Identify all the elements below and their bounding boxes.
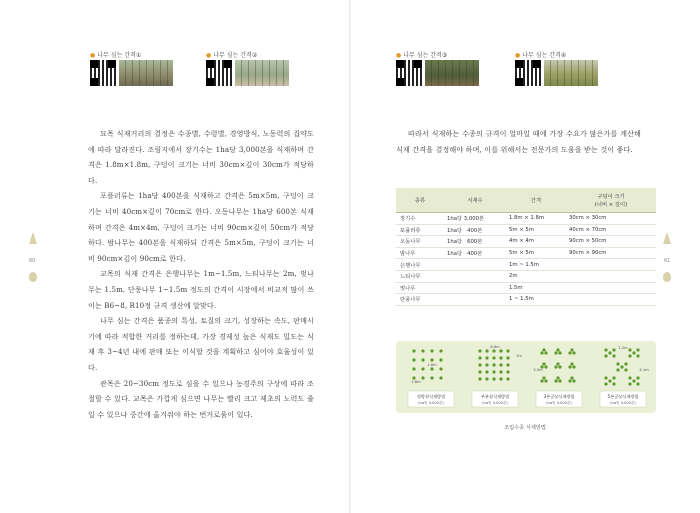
table-cell: 오동나무 — [396, 236, 444, 248]
tree-dot — [604, 382, 607, 385]
tree-dot — [412, 349, 415, 352]
tree-dot — [542, 348, 545, 351]
qr-label-3: ● 나무 심는 간격③ — [396, 52, 448, 59]
method-name-label: 5본군상식재방법 — [607, 394, 639, 399]
paragraph: 나무 심는 간격은 품종의 특성, 토질의 크기, 성장하는 속도, 판매시기에 따라 적합한 거리를 정하는데, 가장 경제성 높은 식재도 밀도는 식재 후 3~4년 내에 판매 또는 이식할 것을 계획하고 심어야 효율성이 있다. — [88, 316, 314, 372]
tree-dot — [620, 365, 623, 368]
tree-dot — [506, 363, 509, 366]
diagram-svg — [396, 341, 656, 413]
table-cell: 1ha당 3,000본 — [444, 213, 506, 225]
tree-dot — [492, 363, 495, 366]
tree-decoration-icon — [663, 272, 671, 282]
tree-dot — [612, 382, 615, 385]
qr-code-icon[interactable] — [396, 60, 422, 86]
tree-dot — [478, 349, 481, 352]
method-name-label: 정방형식재방법 — [416, 394, 446, 399]
tree-dot — [412, 367, 415, 370]
table-cell — [566, 294, 656, 306]
tree-dot — [632, 379, 635, 382]
table-cell — [444, 294, 506, 306]
tree-dot — [412, 358, 415, 361]
table-cell: 40cm × 70cm — [566, 224, 656, 236]
table-cell: 은행나무 — [396, 259, 444, 271]
method-name-label: 3본군상식재방법 — [543, 394, 575, 399]
tree-dot — [558, 365, 561, 368]
table-row — [396, 213, 656, 225]
tree-dot — [499, 349, 502, 352]
table-row — [396, 294, 656, 306]
method-name-label: 부분형식재방법 — [480, 394, 510, 399]
tree-dot — [570, 362, 573, 365]
table-cell: 30cm × 30cm — [566, 213, 656, 225]
tree-dot — [570, 348, 573, 351]
tree-dot — [628, 382, 631, 385]
tree-dot — [628, 354, 631, 357]
method-sub-label: (ha당 3,000본) — [546, 401, 572, 405]
tree-dot — [544, 351, 547, 354]
tree-dot — [572, 365, 575, 368]
table-cell: 밤나무 — [396, 247, 444, 259]
tree-dot — [542, 362, 545, 365]
tree-dot — [604, 348, 607, 351]
tree-dot — [616, 362, 619, 365]
tree-dot — [568, 379, 571, 382]
tree-dot — [485, 363, 488, 366]
tree-dot — [636, 376, 639, 379]
tree-dot — [612, 354, 615, 357]
table-cell: 1.8m × 1.8m — [506, 213, 566, 225]
tree-dot — [544, 379, 547, 382]
tree-dot — [506, 349, 509, 352]
table-row — [396, 259, 656, 271]
qr-label-2: ● 나무 심는 간격② — [206, 52, 258, 59]
paragraph: 묘목 식재거리의 결정은 수종별, 수령별, 경영방식, 노동력의 집약도에 따라 달라진다. 조림지에서 장기수는 1ha당 3,000본을 식재하며 간격은 1.8m×1.8m, 구덩이 크기는 너비 30cm×깊이 30cm가 적당하다. — [88, 129, 314, 185]
table-cell: 1ha당 400본 — [444, 247, 506, 259]
tree-dot — [542, 376, 545, 379]
table-cell: 5m × 5m — [506, 247, 566, 259]
tree-dot — [485, 356, 488, 359]
tree-dot — [485, 370, 488, 373]
dimension-label: 3.3m — [533, 368, 543, 372]
tree-dot — [492, 349, 495, 352]
table-cell: 2m — [506, 270, 566, 282]
tree-dot — [556, 362, 559, 365]
table-cell: 단풍나무 — [396, 294, 444, 306]
table-cell — [444, 259, 506, 271]
tree-dot — [499, 356, 502, 359]
table-row — [396, 247, 656, 259]
table-header: 식재수 — [444, 188, 506, 213]
paragraph: 포플러류는 1ha당 400본을 식재하고 간격은 5m×5m, 구덩이 크기는 너비 40cm×깊이 70cm로 한다. 오동나무는 1ha당 600본 식재하며 간격은 4m×4m, 구덩이 크기는 너비 90cm×깊이 50cm가 적당하다. 밤나무는 400본을 식재하되 간격은 5m×5m, 구덩이 크기는 너비 90cm×깊이 90cm로 한다. — [88, 191, 314, 263]
right-page — [350, 0, 700, 513]
table-cell: 1ha당 400본 — [444, 224, 506, 236]
table-row — [396, 282, 656, 294]
tree-dot — [540, 351, 543, 354]
tree-dot — [421, 367, 424, 370]
dimension-label: 1.8m — [411, 380, 421, 384]
dimension-label: 6.6m — [490, 345, 500, 349]
tree-dot — [628, 348, 631, 351]
table-cell — [566, 282, 656, 294]
tree-dot — [628, 376, 631, 379]
tree-dot — [608, 351, 611, 354]
tree-dot — [554, 365, 557, 368]
table-header: 구덩이 크기 (너비 × 깊이) — [566, 188, 656, 213]
tree-dot — [568, 365, 571, 368]
tree-dot — [430, 376, 433, 379]
video-thumbnail[interactable] — [544, 60, 598, 86]
table-cell: 벚나무 — [396, 282, 444, 294]
qr-code-icon[interactable] — [206, 60, 232, 86]
tree-dot — [568, 351, 571, 354]
table-cell: 1.5m — [506, 282, 566, 294]
table-row — [396, 236, 656, 248]
tree-dot — [608, 379, 611, 382]
dimension-label: 4.1m — [639, 368, 649, 372]
table-row — [396, 224, 656, 236]
figure-caption: 조림수종 식재방법 — [504, 425, 546, 431]
paragraph: 관목은 20~30cm 정도로 심을 수 있으나 농경주의 구상에 따라 조절할 수 있다. 교목은 가깝게 심으면 나무는 빨리 크고 제초의 노력도 줄일 수 있으나 중간에 옮겨줘야 하는 번거로움이 있다. — [88, 378, 314, 419]
table-cell: 90cm × 50cm — [566, 236, 656, 248]
tree-dot — [624, 368, 627, 371]
dimension-label: 1m — [516, 354, 522, 358]
table-cell: 포플러류 — [396, 224, 444, 236]
table-cell — [566, 259, 656, 271]
qr-code-icon[interactable] — [90, 60, 116, 86]
tree-dot — [624, 362, 627, 365]
tree-dot — [478, 356, 481, 359]
tree-dot — [558, 379, 561, 382]
tree-dot — [636, 382, 639, 385]
tree-dot — [421, 349, 424, 352]
tree-dot — [485, 349, 488, 352]
tree-dot — [636, 348, 639, 351]
page-number: 60 — [29, 258, 36, 264]
video-thumbnail[interactable] — [235, 60, 289, 86]
tree-dot — [499, 377, 502, 380]
tree-dot — [492, 370, 495, 373]
tree-dot — [604, 376, 607, 379]
tree-dot — [506, 370, 509, 373]
tree-dot — [499, 370, 502, 373]
tree-dot — [506, 356, 509, 359]
tree-dot — [430, 367, 433, 370]
tree-decoration-icon — [29, 232, 37, 244]
tree-dot — [636, 354, 639, 357]
tree-dot — [554, 379, 557, 382]
table-cell: 1m ~ 1.5m — [506, 259, 566, 271]
dimension-label: 1.2m — [618, 346, 628, 350]
tree-dot — [506, 377, 509, 380]
body-text — [88, 126, 314, 422]
table-cell: 느티나무 — [396, 270, 444, 282]
tree-dot — [544, 365, 547, 368]
qr-label-4: ● 나무 심는 간격④ — [515, 52, 567, 59]
tree-dot — [572, 351, 575, 354]
table-row — [396, 270, 656, 282]
tree-dot — [558, 351, 561, 354]
method-sub-label: (ha당 3,000본) — [482, 401, 508, 405]
qr-code-icon[interactable] — [515, 60, 541, 86]
paragraph: 따라서 식재하는 수종의 규격이 얼마일 때에 가장 수요가 많은가를 계산해 식재 간격을 결정해야 하며, 이를 위해서는 전문가의 도움을 받는 것이 좋다. — [396, 129, 641, 154]
tree-dot — [612, 348, 615, 351]
table-header-row — [396, 188, 656, 213]
table-header: 간격 — [506, 188, 566, 213]
tree-decoration-icon — [29, 272, 37, 282]
page-number: 61 — [664, 258, 671, 264]
tree-dot — [556, 376, 559, 379]
table-cell — [444, 282, 506, 294]
table-cell — [444, 270, 506, 282]
tree-dot — [430, 349, 433, 352]
table-cell: 1 ~ 1.5m — [506, 294, 566, 306]
method-sub-label: (ha당 3,000본) — [610, 401, 636, 405]
tree-dot — [632, 351, 635, 354]
table-cell: 5m × 5m — [506, 224, 566, 236]
planting-method-diagram — [396, 341, 656, 413]
video-thumbnail[interactable] — [119, 60, 173, 86]
tree-dot — [478, 363, 481, 366]
method-sub-label: (ha당 3,000본) — [418, 401, 444, 405]
tree-dot — [540, 379, 543, 382]
tree-dot — [556, 348, 559, 351]
tree-dot — [485, 377, 488, 380]
tree-dot — [499, 363, 502, 366]
qr-label-1: ● 나무 심는 간격① — [90, 52, 142, 59]
paragraph: 교목의 식재 간격은 은행나무는 1m~1.5m, 느티나무는 2m, 벚나무는 1.5m, 단풍나무 1~1.5m 정도의 간격이 시장에서 비교적 많이 쓰이는 B6~8, R10정 규격 생산에 알맞다. — [88, 269, 314, 310]
table-cell: 90cm × 90cm — [566, 247, 656, 259]
tree-dot — [439, 367, 442, 370]
table-header: 종류 — [396, 188, 444, 213]
video-thumbnail[interactable] — [425, 60, 479, 86]
tree-dot — [570, 376, 573, 379]
tree-dot — [492, 356, 495, 359]
tree-dot — [421, 358, 424, 361]
tree-dot — [439, 349, 442, 352]
table-cell: 장기수 — [396, 213, 444, 225]
tree-dot — [612, 376, 615, 379]
tree-dot — [604, 354, 607, 357]
tree-dot — [430, 358, 433, 361]
tree-dot — [478, 370, 481, 373]
tree-dot — [554, 351, 557, 354]
tree-dot — [616, 368, 619, 371]
tree-dot — [492, 377, 495, 380]
table-cell — [566, 270, 656, 282]
dimension-label: 1.8m — [427, 363, 437, 367]
body-text — [396, 126, 641, 157]
table-cell: 1ha당 600본 — [444, 236, 506, 248]
tree-dot — [572, 379, 575, 382]
planting-spec-table — [396, 188, 656, 306]
table-cell: 4m × 4m — [506, 236, 566, 248]
tree-dot — [421, 376, 424, 379]
tree-decoration-icon — [663, 232, 671, 244]
tree-dot — [439, 358, 442, 361]
tree-dot — [478, 377, 481, 380]
tree-dot — [439, 376, 442, 379]
